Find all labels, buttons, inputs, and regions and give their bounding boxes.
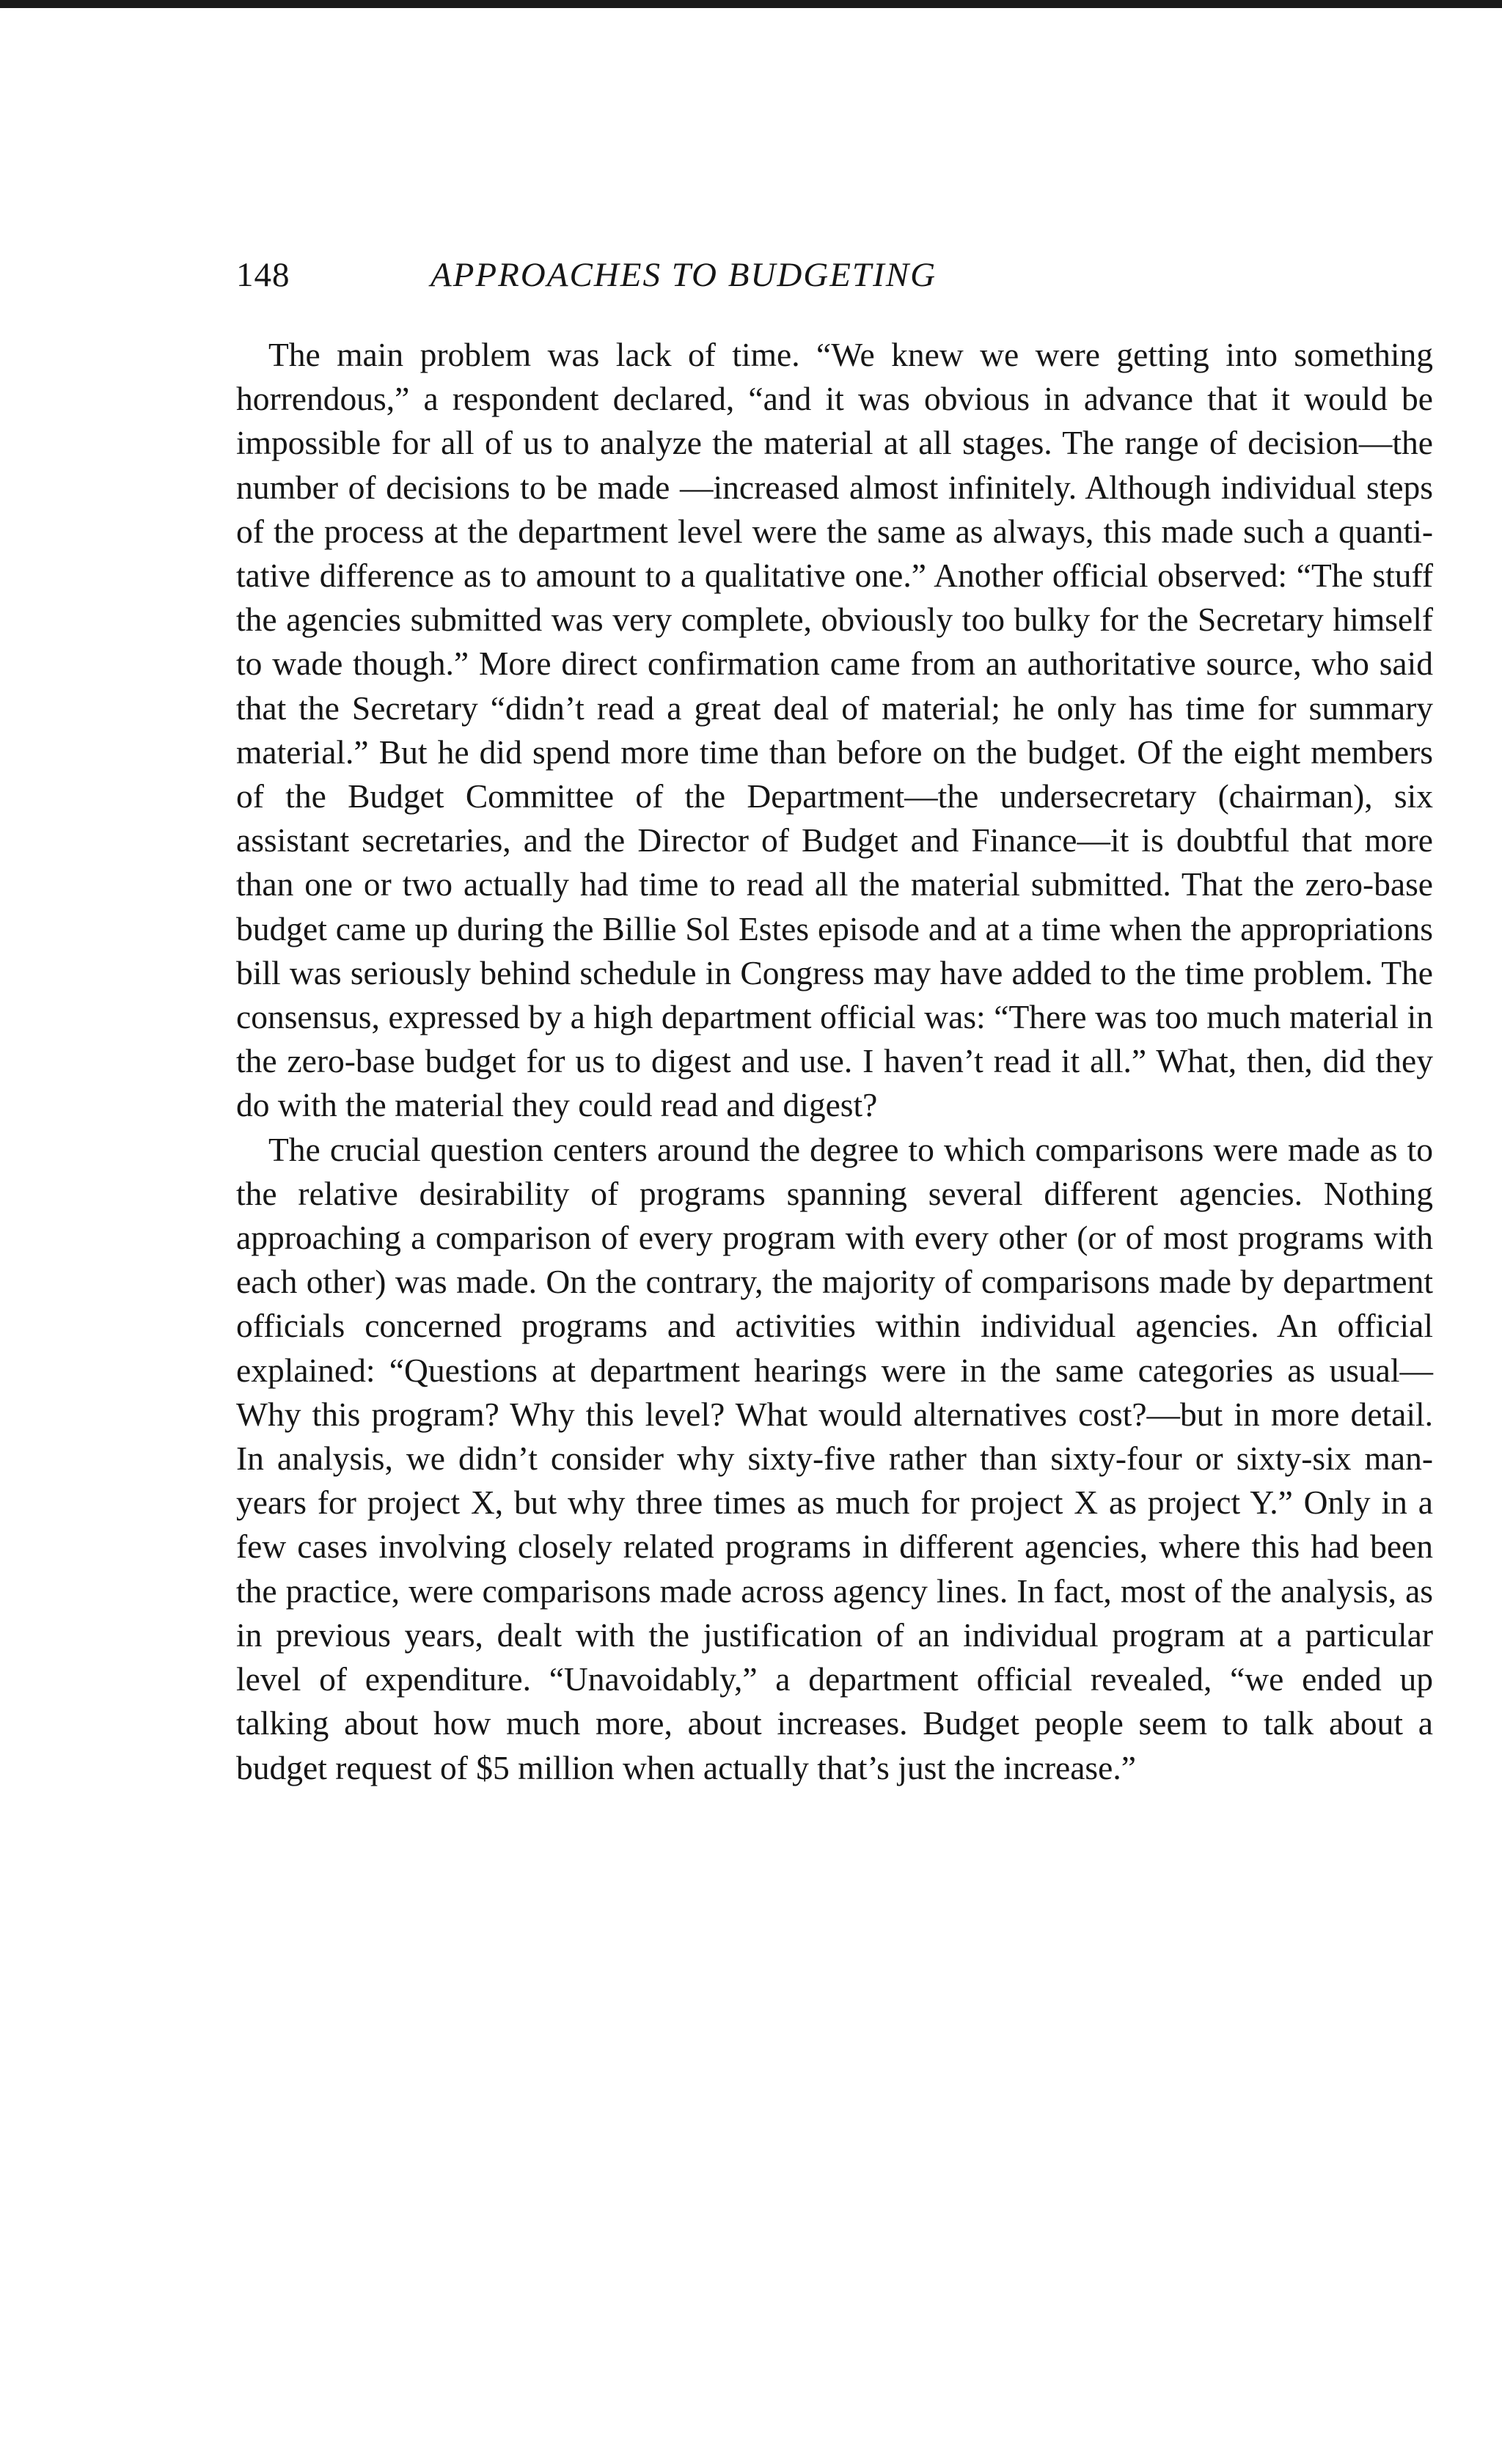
paragraph-time-problem: The main problem was lack of time. “We knew we were getting into something horrendous,” a respondent declared, “and it was obvious in advance that it would be impossible for all of us to analyze the material at all stages. The range of decision—the number of decisions to be made —increased almost infinitely. Although individual steps of the process at the department level were the same as always, this made such a quantitative difference as to amount to a qualitative one.” Another official observed: “The stuff the agencies submitted was very complete, obviously too bulky for the Secretary himself to wade though.” More direct confirmation came from an authoritative source, who said that the Secretary “didn’t read a great deal of material; he only has time for summary material.” But he did spend more time than before on the budget. Of the eight members of the Budget Committee of the Department—the undersecretary (chairman), six assistant secretaries, and the Director of Budget and Finance—it is doubtful that more than one or two actually had time to read all the material submitted. That the zero-base budget came up during the Billie Sol Estes episode and at a time when the appropriations bill was seriously behind schedule in Congress may have added to the time problem. The consensus, expressed by a high department official was: “There was too much material in the zero-base budget for us to digest and use. I haven’t read it all.” What, then, did they do with the material they could read and digest? <box>236 336 1433 1124</box>
book-page <box>236 249 1433 1790</box>
body-text <box>236 333 1433 1790</box>
paragraph-comparisons: The crucial question centers around the degree to which comparisons were made as to the relative desirability of programs spanning several different agencies. Nothing approaching a comparison of every program with every other (or of most programs with each other) was made. On the contrary, the majority of comparisons made by department officials concerned programs and activities within individual agencies. An official explained: “Questions at department hearings were in the same categories as usual—Why this program? Why this level? What would alternatives cost?—but in more detail. In analysis, we didn’t consider why sixty-five rather than sixty-four or sixty-six man-years for project X, but why three times as much for project X as project Y.” Only in a few cases involving closely related programs in different agencies, where this had been the practice, were comparisons made across agency lines. In fact, most of the analysis, as in previous years, dealt with the justification of an individual program at a particular level of expenditure. “Unavoidably,” a department official revealed, “we ended up talking about how much more, about increases. Budget people seem to talk about a budget request of $5 million when actually that’s just the increase.” <box>236 1130 1433 1786</box>
top-edge-rule <box>0 0 1502 8</box>
running-head <box>236 249 1433 308</box>
page-number: 148 <box>236 256 290 294</box>
running-title: APPROACHES TO BUDGETING <box>430 256 937 294</box>
